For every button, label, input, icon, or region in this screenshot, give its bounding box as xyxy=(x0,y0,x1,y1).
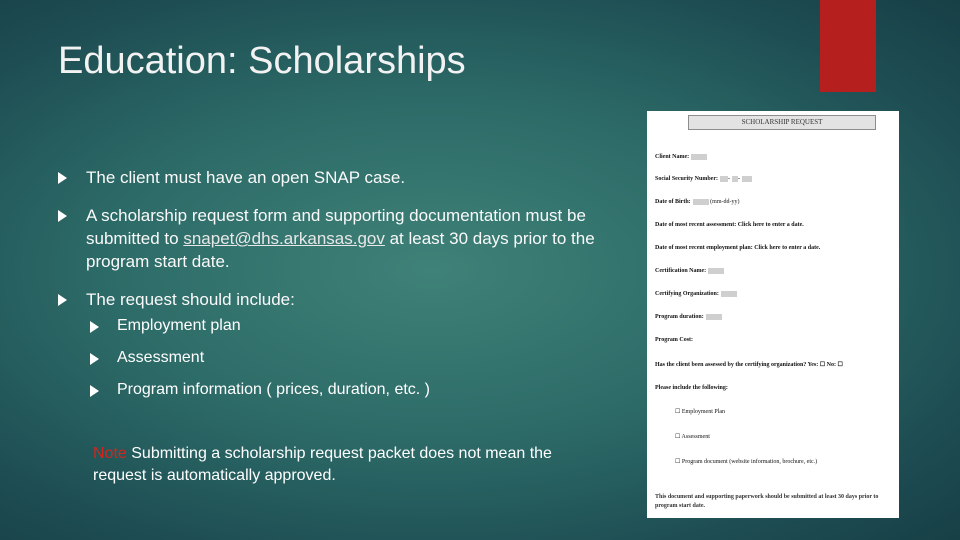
sub-bullet-list xyxy=(90,315,590,411)
arrow-bullet-icon xyxy=(90,321,99,333)
arrow-bullet-icon xyxy=(58,210,67,222)
form-field-certification-name: Certification Name: xyxy=(655,267,724,275)
bullet-text: The client must have an open SNAP case. xyxy=(86,168,406,187)
sub-bullet-text: Employment plan xyxy=(117,317,241,334)
form-include-heading: Please include the following: xyxy=(655,385,728,391)
bullet-list xyxy=(58,166,618,326)
bullet-text: The request should include: xyxy=(86,290,295,309)
arrow-bullet-icon xyxy=(58,172,67,184)
form-field-program-duration: Program duration: xyxy=(655,313,722,321)
form-field-assessment-date: Date of most recent assessment: Click here to enter a date. xyxy=(655,222,804,228)
arrow-bullet-icon xyxy=(90,385,99,397)
bullet-item xyxy=(58,288,618,311)
form-field-program-cost: Program Cost: xyxy=(655,337,694,343)
form-field-dob: Date of Birth: (mm-dd-yy) xyxy=(655,199,740,205)
sub-bullet-text: Assessment xyxy=(117,349,205,366)
note-label: Note xyxy=(93,445,127,462)
form-field-certifying-org: Certifying Organization: xyxy=(655,290,737,298)
bullet-item xyxy=(58,166,618,189)
accent-bar xyxy=(820,0,876,92)
slide-title: Education: Scholarships xyxy=(58,40,466,82)
note-text xyxy=(93,443,603,487)
scholarship-request-form-image xyxy=(647,111,899,518)
form-field-ssn: Social Security Number: - - xyxy=(655,175,752,183)
sub-bullet-item xyxy=(90,347,590,369)
bullet-text: at least 30 days prior to the program start date. xyxy=(86,229,595,271)
note-body: Submitting a scholarship request packet does not mean the request is automatically approved. xyxy=(93,445,552,484)
sub-bullet-item xyxy=(90,315,590,337)
form-field-client-name: Client Name: xyxy=(655,153,707,161)
form-field-assessed-question: Has the client been assessed by the certifying organization? Yes: ☐ No: ☐ xyxy=(655,362,843,368)
form-field-employment-plan-date: Date of most recent employment plan: Click here to enter a date. xyxy=(655,245,821,251)
form-footer: This document and supporting paperwork should be submitted at least 30 days prior to program start date. xyxy=(655,494,879,509)
sub-bullet-text: Program information ( prices, duration, etc. ) xyxy=(117,381,431,398)
email-link[interactable]: snapet@dhs.arkansas.gov xyxy=(183,229,385,248)
form-checklist-item: ☐ Employment Plan xyxy=(675,409,726,415)
form-checklist-item: ☐ Assessment xyxy=(675,434,710,440)
bullet-item xyxy=(58,204,618,273)
sub-bullet-item xyxy=(90,379,590,401)
form-checklist-item: ☐ Program document (website information, brochure, etc.) xyxy=(675,459,818,465)
form-header: SCHOLARSHIP REQUEST xyxy=(688,115,876,130)
arrow-bullet-icon xyxy=(58,294,67,306)
arrow-bullet-icon xyxy=(90,353,99,365)
bullet-text: A scholarship request form and supporting documentation must be submitted to xyxy=(86,206,586,248)
